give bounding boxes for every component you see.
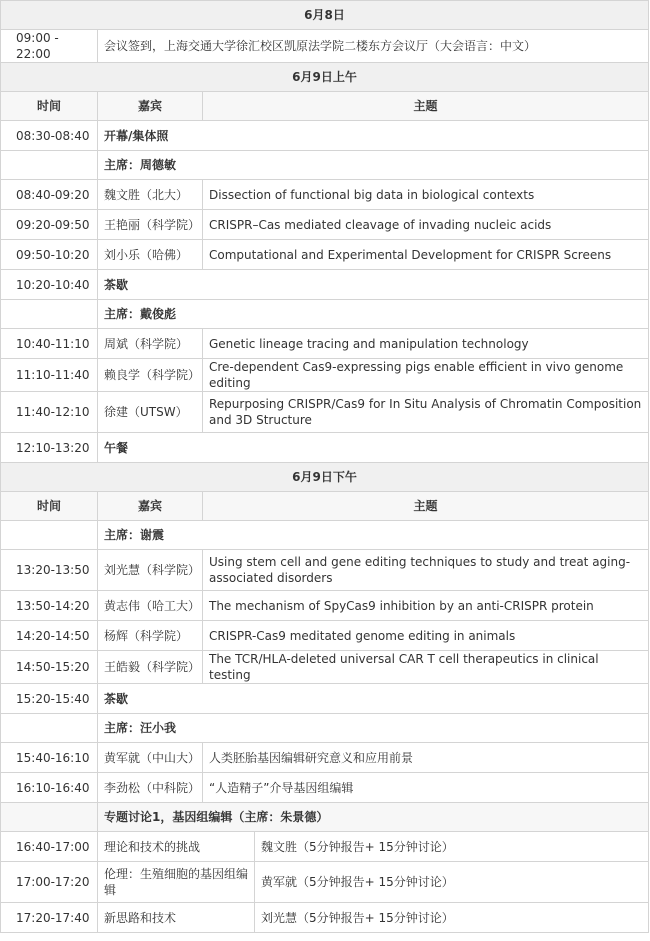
speaker-cell: 徐建（UTSW） bbox=[98, 392, 203, 433]
time-cell: 15:40-16:10 bbox=[1, 743, 98, 773]
topic-cell: Using stem cell and gene editing techniques to study and treat aging-associated disorders bbox=[203, 550, 649, 591]
time-cell: 14:50-15:20 bbox=[1, 651, 98, 684]
time-cell: 09:50-10:20 bbox=[1, 240, 98, 270]
topic-cell: Repurposing CRISPR/Cas9 for In Situ Analysis of Chromatin Composition and 3D Structure bbox=[203, 392, 649, 433]
time-cell: 17:20-17:40 bbox=[1, 903, 98, 933]
panel-speaker: 刘光慧（5分钟报告+ 15分钟讨论） bbox=[255, 903, 649, 933]
section-title: 6月9日下午 bbox=[1, 463, 649, 492]
speaker-cell: 赖良学（科学院） bbox=[98, 359, 203, 392]
speaker-cell: 魏文胜（北大） bbox=[98, 180, 203, 210]
chair-row bbox=[1, 521, 649, 550]
chair-row bbox=[1, 714, 649, 743]
topic-cell: Computational and Experimental Development for CRISPR Screens bbox=[203, 240, 649, 270]
agenda-row bbox=[1, 121, 649, 151]
speaker-cell: 刘小乐（哈佛） bbox=[98, 240, 203, 270]
col-header-topic: 主题 bbox=[203, 92, 649, 121]
talk-row bbox=[1, 621, 649, 651]
panel-speaker: 黄军就（5分钟报告+ 15分钟讨论） bbox=[255, 862, 649, 903]
time-cell: 09:20-09:50 bbox=[1, 210, 98, 240]
chair-label: 主席：周德敏 bbox=[98, 151, 649, 180]
time-cell: 09:00 - 22:00 bbox=[1, 30, 98, 63]
section-title: 6月9日上午 bbox=[1, 63, 649, 92]
time-cell: 13:20-13:50 bbox=[1, 550, 98, 591]
chair-row bbox=[1, 803, 649, 832]
col-header-speaker: 嘉宾 bbox=[98, 92, 203, 121]
empty-cell bbox=[1, 300, 98, 329]
time-cell: 10:40-11:10 bbox=[1, 329, 98, 359]
panel-subject: 伦理：生殖细胞的基因组编辑 bbox=[98, 862, 255, 903]
empty-cell bbox=[1, 521, 98, 550]
event-text: 午餐 bbox=[98, 433, 649, 463]
empty-cell bbox=[1, 714, 98, 743]
col-header-speaker: 嘉宾 bbox=[98, 492, 203, 521]
col-header-time: 时间 bbox=[1, 92, 98, 121]
speaker-cell: 刘光慧（科学院） bbox=[98, 550, 203, 591]
panel-row bbox=[1, 862, 649, 903]
time-cell: 08:40-09:20 bbox=[1, 180, 98, 210]
time-cell: 12:10-13:20 bbox=[1, 433, 98, 463]
section-header bbox=[1, 1, 649, 30]
topic-cell: “人造精子”介导基因组编辑 bbox=[203, 773, 649, 803]
talk-row bbox=[1, 329, 649, 359]
topic-cell: The mechanism of SpyCas9 inhibition by an anti-CRISPR protein bbox=[203, 591, 649, 621]
event-text: 茶歇 bbox=[98, 270, 649, 300]
topic-cell: Cre-dependent Cas9-expressing pigs enable efficient in vivo genome editing bbox=[203, 359, 649, 392]
talk-row bbox=[1, 591, 649, 621]
panel-subject: 理论和技术的挑战 bbox=[98, 832, 255, 862]
speaker-cell: 黄军就（中山大） bbox=[98, 743, 203, 773]
col-header-topic: 主题 bbox=[203, 492, 649, 521]
talk-row bbox=[1, 743, 649, 773]
empty-cell bbox=[1, 803, 98, 832]
event-text: 开幕/集体照 bbox=[98, 121, 649, 151]
speaker-cell: 杨辉（科学院） bbox=[98, 621, 203, 651]
time-cell: 11:40-12:10 bbox=[1, 392, 98, 433]
speaker-cell: 王皓毅（科学院） bbox=[98, 651, 203, 684]
topic-cell: CRISPR-Cas9 meditated genome editing in animals bbox=[203, 621, 649, 651]
talk-row bbox=[1, 651, 649, 684]
panel-row bbox=[1, 903, 649, 933]
topic-cell: Dissection of functional big data in biological contexts bbox=[203, 180, 649, 210]
column-header-row bbox=[1, 92, 649, 121]
time-cell: 13:50-14:20 bbox=[1, 591, 98, 621]
talk-row bbox=[1, 240, 649, 270]
talk-row bbox=[1, 210, 649, 240]
time-cell: 15:20-15:40 bbox=[1, 684, 98, 714]
col-header-time: 时间 bbox=[1, 492, 98, 521]
speaker-cell: 王艳丽（科学院） bbox=[98, 210, 203, 240]
time-cell: 14:20-14:50 bbox=[1, 621, 98, 651]
column-header-row bbox=[1, 492, 649, 521]
talk-row bbox=[1, 180, 649, 210]
event-text: 茶歇 bbox=[98, 684, 649, 714]
chair-row bbox=[1, 300, 649, 329]
chair-label: 主席：汪小我 bbox=[98, 714, 649, 743]
time-cell: 17:00-17:20 bbox=[1, 862, 98, 903]
topic-cell: 人类胚胎基因编辑研究意义和应用前景 bbox=[203, 743, 649, 773]
talk-row bbox=[1, 359, 649, 392]
agenda-row bbox=[1, 684, 649, 714]
time-cell: 16:10-16:40 bbox=[1, 773, 98, 803]
agenda-row bbox=[1, 433, 649, 463]
speaker-cell: 周斌（科学院） bbox=[98, 329, 203, 359]
empty-cell bbox=[1, 151, 98, 180]
panel-row bbox=[1, 832, 649, 862]
chair-label: 专题讨论1，基因组编辑（主席：朱景德） bbox=[98, 803, 649, 832]
section-header bbox=[1, 63, 649, 92]
talk-row bbox=[1, 392, 649, 433]
talk-row bbox=[1, 773, 649, 803]
chair-label: 主席：谢震 bbox=[98, 521, 649, 550]
agenda-row bbox=[1, 270, 649, 300]
chair-row bbox=[1, 151, 649, 180]
section-header bbox=[1, 463, 649, 492]
topic-cell: The TCR/HLA-deleted universal CAR T cell therapeutics in clinical testing bbox=[203, 651, 649, 684]
panel-subject: 新思路和技术 bbox=[98, 903, 255, 933]
speaker-cell: 黄志伟（哈工大） bbox=[98, 591, 203, 621]
panel-speaker: 魏文胜（5分钟报告+ 15分钟讨论） bbox=[255, 832, 649, 862]
time-cell: 11:10-11:40 bbox=[1, 359, 98, 392]
event-text: 会议签到，上海交通大学徐汇校区凯原法学院二楼东方会议厅（大会语言：中文） bbox=[98, 30, 649, 63]
time-cell: 10:20-10:40 bbox=[1, 270, 98, 300]
speaker-cell: 李劲松（中科院） bbox=[98, 773, 203, 803]
topic-cell: Genetic lineage tracing and manipulation technology bbox=[203, 329, 649, 359]
chair-label: 主席：戴俊彪 bbox=[98, 300, 649, 329]
agenda-row bbox=[1, 30, 649, 63]
section-title: 6月8日 bbox=[1, 1, 649, 30]
topic-cell: CRISPR–Cas mediated cleavage of invading nucleic acids bbox=[203, 210, 649, 240]
time-cell: 08:30-08:40 bbox=[1, 121, 98, 151]
time-cell: 16:40-17:00 bbox=[1, 832, 98, 862]
talk-row bbox=[1, 550, 649, 591]
